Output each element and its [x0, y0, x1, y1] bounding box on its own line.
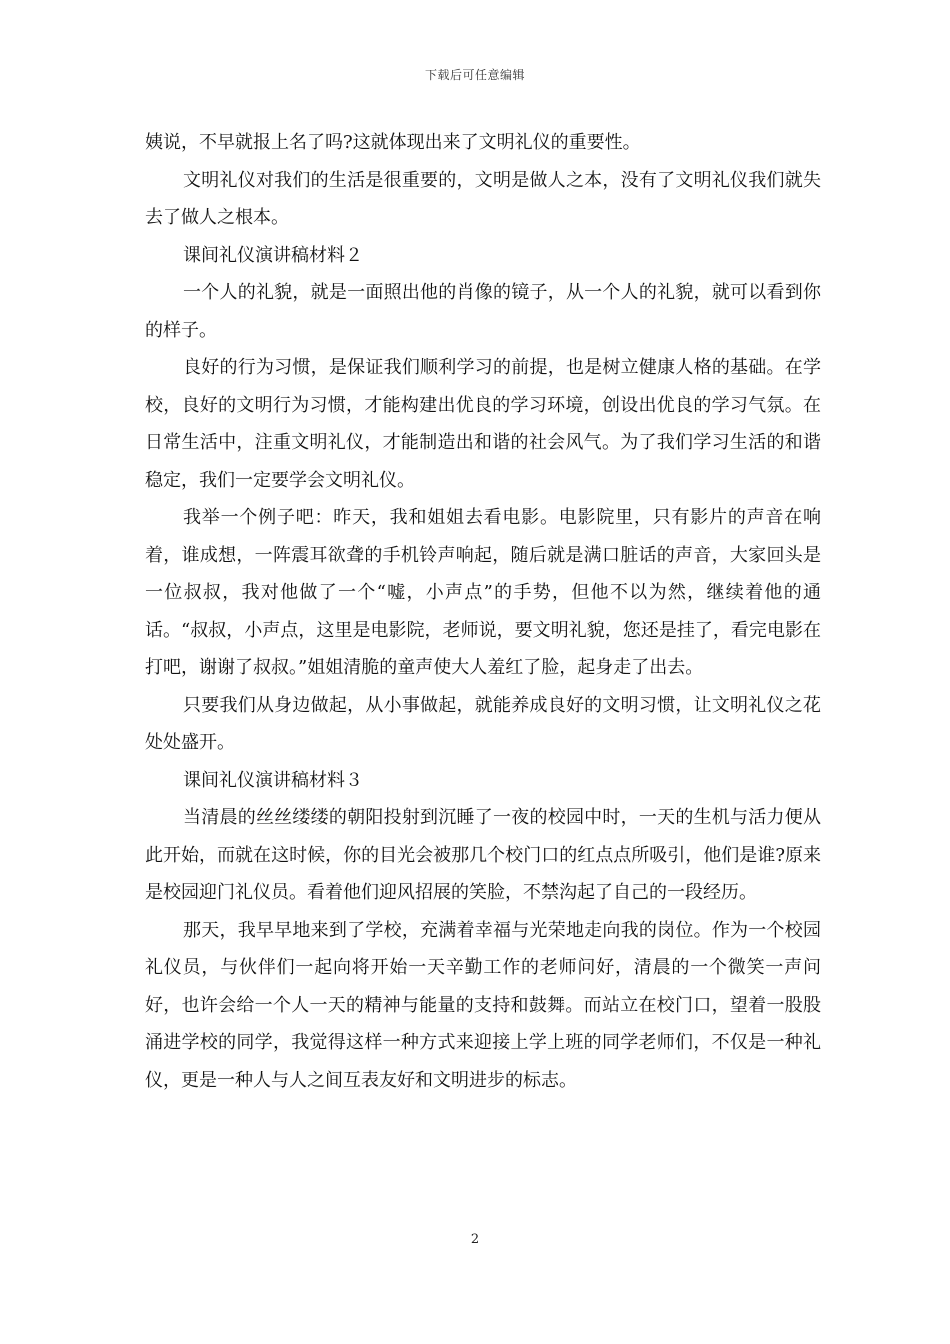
paragraph-courtesy-mirror: 一个人的礼貌，就是一面照出他的肖像的镜子，从一个人的礼貌，就可以看到你的样子。: [145, 282, 821, 341]
paragraph-morning-campus: 当清晨的丝丝缕缕的朝阳投射到沉睡了一夜的校园中时，一天的生机与活力便从此开始，而就在这时候，你的目光会被那几个校门口的红点点所吸引，他们是谁?原来是校园迎门礼仪员。看着他们迎风招展的笑脸，不禁沟起了自己的一段经历。: [145, 807, 821, 903]
section-heading-material-3: 课间礼仪演讲稿材料３: [183, 769, 363, 791]
document-body: [145, 124, 821, 1099]
section-heading-material-2: 课间礼仪演讲稿材料２: [183, 244, 363, 266]
paragraph-continuation: 姨说，不早就报上名了吗?这就体现出来了文明礼仪的重要性。: [145, 132, 641, 153]
paragraph-etiquette-duty: 那天，我早早地来到了学校，充满着幸福与光荣地走向我的岗位。作为一个校园礼仪员，与伙伴们一起向将开始一天辛勤工作的老师问好，清晨的一个微笑一声问好，也许会给一个人一天的精神与能量的支持和鼓舞。而站立在校门口，望着一股股涌进学校的同学，我觉得这样一种方式来迎接上学上班的同学老师们，不仅是一种礼仪，更是一种人与人之间互表友好和文明进步的标志。: [145, 919, 821, 1091]
page-number: 2: [470, 1232, 480, 1247]
paragraph-start-from-self: 只要我们从身边做起，从小事做起，就能养成良好的文明习惯，让文明礼仪之花处处盛开。: [145, 694, 821, 753]
paragraph-good-habits: 良好的行为习惯，是保证我们顺利学习的前提，也是树立健康人格的基础。在学校，良好的文明行为习惯，才能构建出优良的学习环境，创设出优良的学习气氛。在日常生活中，注重文明礼仪，才能制造出和谐的社会风气。为了我们学习生活的和谐稳定，我们一定要学会文明礼仪。: [145, 357, 821, 491]
paragraph-etiquette-importance: 文明礼仪对我们的生活是很重要的，文明是做人之本，没有了文明礼仪我们就失去了做人之根本。: [145, 169, 821, 228]
page-header: 下载后可任意编辑: [424, 68, 525, 82]
paragraph-cinema-example: 我举一个例子吧：昨天，我和姐姐去看电影。电影院里，只有影片的声音在响着，谁成想，一阵震耳欲聋的手机铃声响起，随后就是满口脏话的声音，大家回头是一位叔叔，我对他做了一个“嘘，小声点”的手势，但他不以为然，继续着他的通话。“叔叔，小声点，这里是电影院，老师说，要文明礼貌，您还是挂了，看完电影在打吧，谢谢了叔叔。”姐姐清脆的童声使大人羞红了脸，起身走了出去。: [145, 507, 821, 678]
